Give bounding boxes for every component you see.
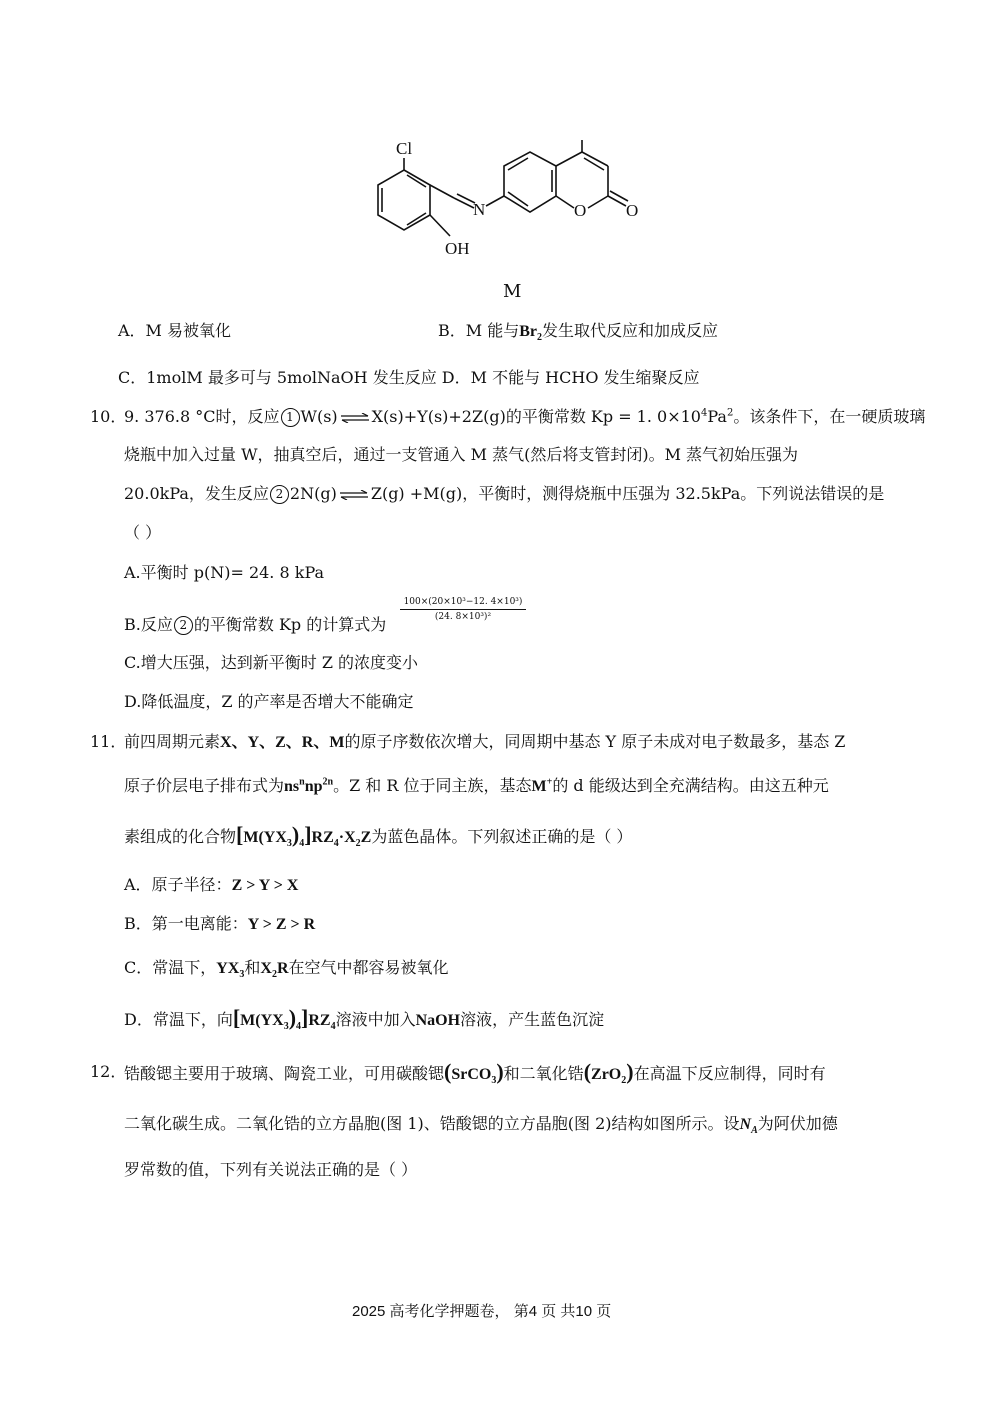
q10-option-d: D.降低温度，Z 的产率是否增大不能确定 (124, 692, 414, 711)
q9-option-a: A．M 易被氧化 (118, 321, 232, 340)
atom-o-carbonyl: O (626, 201, 639, 220)
atom-cl: Cl (396, 140, 413, 158)
reaction-2-marker: 2 (270, 485, 289, 504)
q11-option-b: B．第一电离能：Y > Z > R (124, 914, 316, 933)
equilibrium-arrow-icon (339, 490, 369, 500)
q12-line2: 二氧化碳生成。二氧化锆的立方晶胞(图 1)、锆酸锶的立方晶胞(图 2)结构如图所示。设$N_A$为阿伏加德 (124, 1114, 838, 1137)
q11-line3: 素组成的化合物$[M(YX_3)_4]RZ_4\cdot X_2Z$为蓝色晶体。下列叙述正确的是（ ） (124, 822, 633, 850)
fraction-numerator: 100×(20×10³−12. 4×10³) (403, 597, 523, 607)
q11-option-a: A．原子半径：Z > Y > X (124, 875, 299, 894)
complex-formula: $[M(YX_3)_4]RZ_4\cdot X_2Z$ (236, 822, 372, 850)
q12-line1: 锆酸锶主要用于玻璃、陶瓷工业，可用碳酸锶(SrCO$_3$)和二氧化锆(ZrO$_2$)在高温下反应制得，同时有 (124, 1059, 826, 1087)
reaction-2-marker: 2 (174, 616, 193, 635)
atom-n: N (473, 200, 486, 219)
equilibrium-arrow-icon (340, 413, 370, 423)
q10-option-a: A.平衡时 p(N)= 24. 8 kPa (124, 563, 325, 582)
q10-line4: （ ） (124, 523, 162, 542)
fraction-denominator: (24. 8×10³)² (434, 612, 492, 622)
q11-option-d: D．常温下，向$[M(YX_3)_4]RZ_4$溶液中加入NaOH溶液，产生蓝色沉淀 (124, 1005, 605, 1033)
q12-number: 12． (90, 1062, 127, 1081)
q10-line2: 烧瓶中加入过量 W，抽真空后，通过一支管通入 M 蒸气(然后将支管封闭)。M 蒸气初始压强为 (124, 445, 799, 464)
q12-line3: 罗常数的值，下列有关说法正确的是（ ） (124, 1160, 418, 1179)
q9-option-b-suffix: 发生取代反应和加成反应 (542, 321, 719, 340)
q11-number: 11． (90, 732, 127, 751)
q10-number: 10． (90, 407, 127, 426)
q10-line1: 9. 376.8 °C时，反应 1 W(s) X(s)+Y(s)+2Z(g)的平衡常数 Kp = 1. $0\times 10^4Pa^2$。该条件下，在一硬质玻璃 (124, 407, 926, 426)
q9-option-b-prefix: B．M 能与 (438, 321, 520, 340)
q11-line1: 前四周期元素X、Y、Z、R、M的原子序数依次增大，同周期中基态 Y 原子未成对电子数最多，基态 Z (124, 732, 846, 751)
q10-option-b: B.反应 2 的平衡常数 Kp 的计算式为 (124, 615, 387, 634)
molecule-label: M (503, 281, 522, 302)
q10-line3: 20.0kPa，发生反应 2 2N(g) Z(g) +M(g)，平衡时，测得烧瓶中压强为 32.5kPa。下列说法错误的是 (124, 484, 885, 503)
q9-option-b (438, 318, 718, 343)
molecule-m-structure (360, 140, 660, 270)
q9-option-b-reagent: $Br_2$ (519, 323, 543, 344)
atom-o-ring: O (574, 201, 587, 220)
q11-line2: 原子价层电子排布式为$ns^nnp^{2n}$。Z 和 R 位于同主族，基态M+的 d 能级达到全充满结构。由这五种元 (124, 776, 829, 795)
atom-oh: OH (445, 239, 470, 258)
q10-option-b-fraction (400, 596, 526, 623)
q9-option-cd: C．1molM 最多可与 5molNaOH 发生反应 D．M 不能与 HCHO 发生缩聚反应 (118, 368, 700, 387)
q11-option-c: C．常温下，$YX_3$和$X_2R$在空气中都容易被氧化 (124, 958, 449, 981)
page-footer: 2025 高考化学押题卷， 第4 页 共10 页 (352, 1303, 612, 1320)
q10-option-c: C.增大压强，达到新平衡时 Z 的浓度变小 (124, 653, 419, 672)
reaction-1-marker: 1 (281, 408, 300, 427)
